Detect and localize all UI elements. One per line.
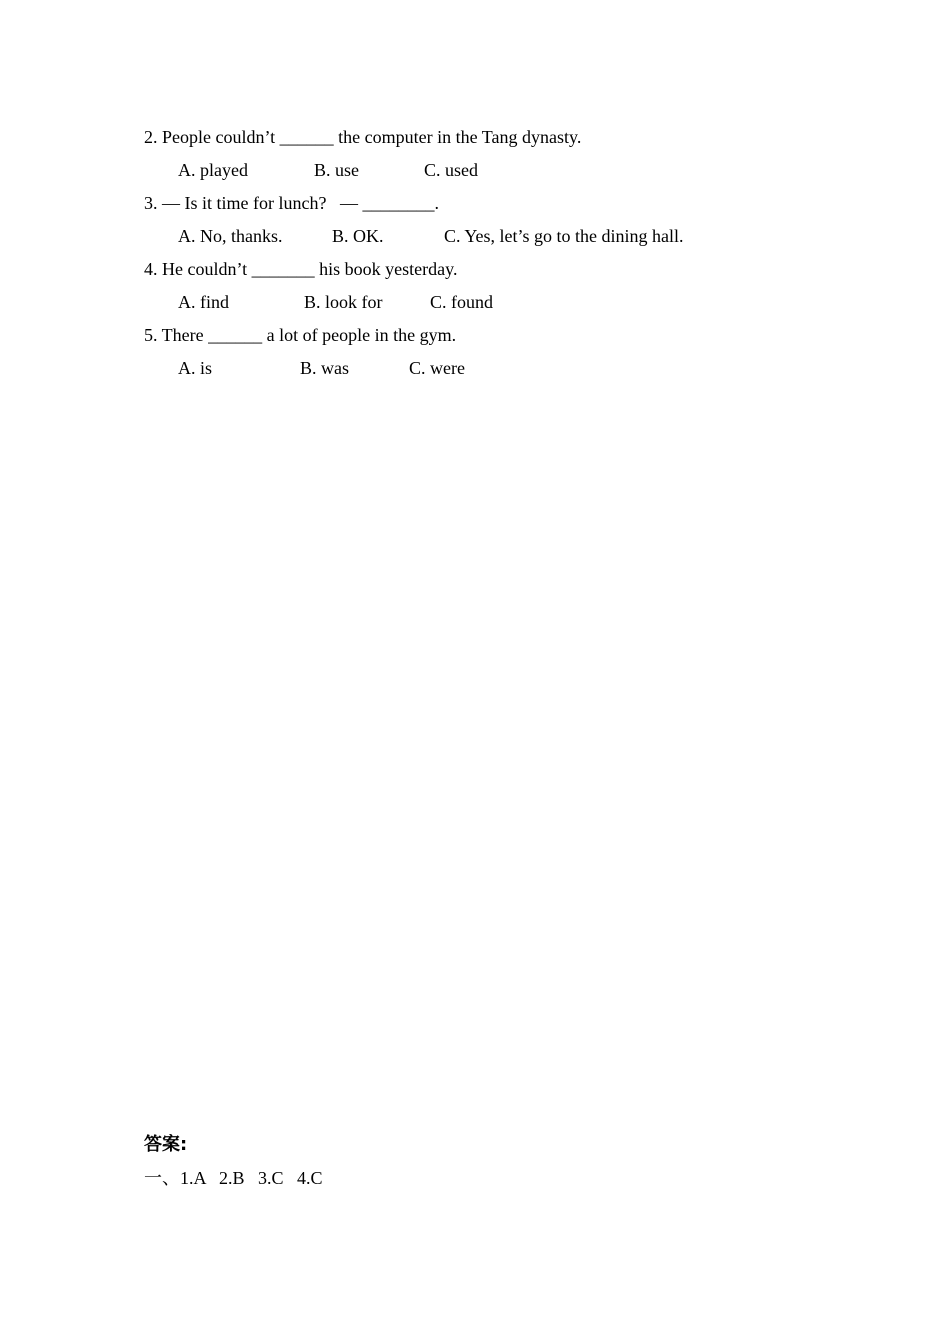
question-3-option-c: C. Yes, let’s go to the dining hall. [444,226,684,246]
question-4-option-c: C. found [430,292,493,312]
question-2-option-b: B. use [314,160,359,180]
question-5-option-a: A. is [178,358,213,378]
question-4-option-a: A. find [178,292,229,312]
question-5-option-c: C. were [409,358,465,378]
question-3-option-a: A. No, thanks. [178,226,283,246]
question-4-option-b: B. look for [304,292,383,312]
answers-title: 答案: [144,1134,188,1155]
answers-line: 一、1.A 2.B 3.C 4.C [144,1168,323,1188]
question-2-option-a: A. played [178,160,248,180]
question-2-stem: 2. People couldn’t ______ the computer in the Tang dynasty. [144,127,582,147]
question-2-option-c: C. used [424,160,478,180]
question-4-stem: 4. He couldn’t _______ his book yesterday. [144,259,458,279]
question-5-stem: 5. There ______ a lot of people in the gym. [144,325,457,345]
question-5-option-b: B. was [300,358,349,378]
question-3-option-b: B. OK. [332,226,384,246]
question-3-stem: 3. — Is it time for lunch? — ________. [144,193,439,213]
